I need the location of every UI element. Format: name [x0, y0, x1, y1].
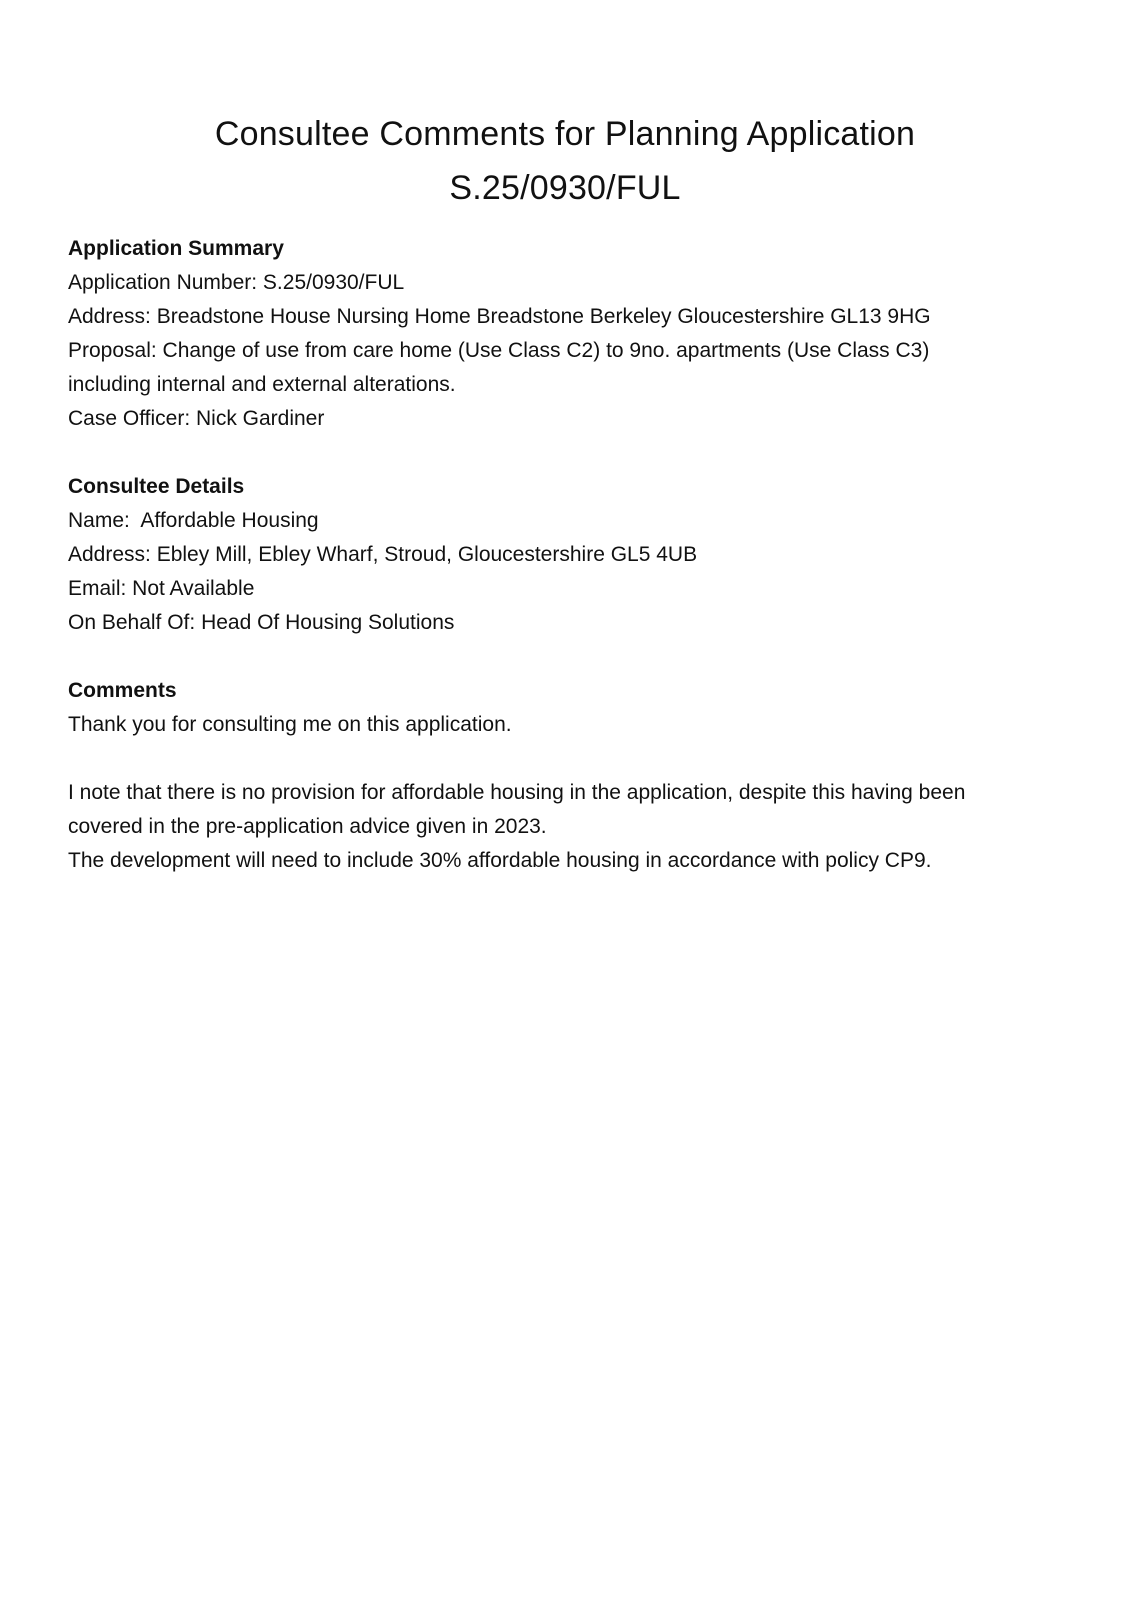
- comment-paragraph-3: The development will need to include 30% affordable housing in accordance with policy CP9.: [68, 849, 932, 872]
- application-number: Application Number: S.25/0930/FUL: [68, 271, 405, 294]
- consultee-email: Email: Not Available: [68, 577, 255, 600]
- consultee-name: Name: Affordable Housing: [68, 509, 319, 532]
- application-address: Address: Breadstone House Nursing Home Breadstone Berkeley Gloucestershire GL13 9HG: [68, 305, 931, 328]
- comment-paragraph-2-line-2: covered in the pre-application advice given in 2023.: [68, 815, 547, 838]
- proposal-line-1: Proposal: Change of use from care home (Use Class C2) to 9no. apartments (Use Class C3): [68, 339, 930, 362]
- comments-section: [68, 674, 1068, 878]
- application-summary-heading: Application Summary: [68, 237, 284, 260]
- page-title-line-1: Consultee Comments for Planning Application: [214, 114, 916, 153]
- consultee-details-section: [68, 470, 1068, 640]
- paragraph-spacer: [68, 742, 1068, 776]
- page-title-line-2: S.25/0930/FUL: [449, 168, 681, 207]
- comments-heading: Comments: [68, 679, 177, 702]
- case-officer: Case Officer: Nick Gardiner: [68, 407, 325, 430]
- comment-paragraph-2-line-1: I note that there is no provision for affordable housing in the application, despite this having been: [68, 781, 966, 804]
- proposal-line-2: including internal and external alterations.: [68, 373, 456, 396]
- consultee-on-behalf-of: On Behalf Of: Head Of Housing Solutions: [68, 611, 455, 634]
- comment-paragraph-1: Thank you for consulting me on this application.: [68, 713, 512, 736]
- consultee-details-heading: Consultee Details: [68, 475, 245, 498]
- document-body: [68, 232, 1068, 912]
- application-summary-section: [68, 232, 1068, 436]
- page-title: [0, 107, 1130, 215]
- consultee-address: Address: Ebley Mill, Ebley Wharf, Stroud, Gloucestershire GL5 4UB: [68, 543, 698, 566]
